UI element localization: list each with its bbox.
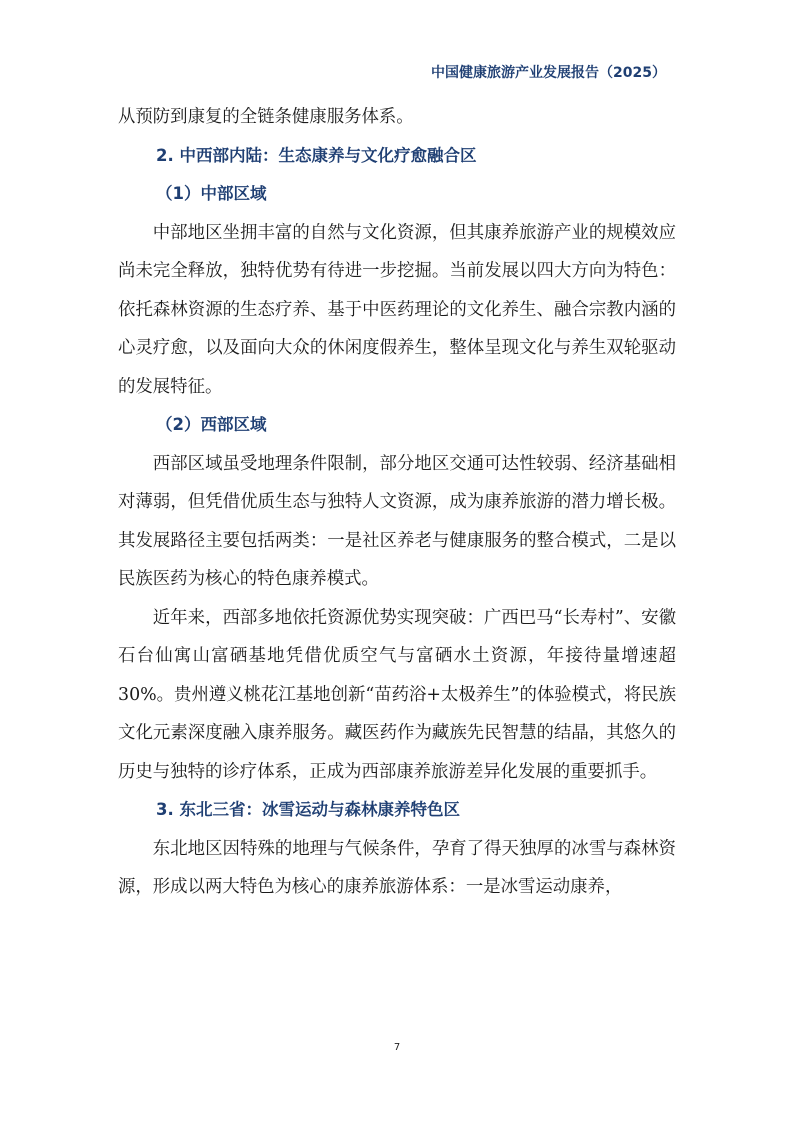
page-number: 7 [393, 1042, 401, 1053]
section-heading-northeast: 3. 东北三省：冰雪运动与森林康养特色区 [156, 800, 460, 819]
page-body [118, 98, 676, 907]
running-header: 中国健康旅游产业发展报告（2025） [431, 65, 666, 81]
paragraph-west-paths: 西部区域虽受地理条件限制，部分地区交通可达性较弱、经济基础相对薄弱，但凭借优质生态与独特人文资源，成为康养旅游的潜力增长极。其发展路径主要包括两类：一是社区养老与健康服务的整合模式，二是以民族医药为核心的特色康养模式。 [118, 453, 676, 589]
subsection-heading-west: （2）西部区域 [156, 415, 267, 434]
paragraph-central: 中部地区坐拥丰富的自然与文化资源，但其康养旅游产业的规模效应尚未完全释放，独特优势有待进一步挖掘。当前发展以四大方向为特色：依托森林资源的生态疗养、基于中医药理论的文化养生、融合宗教内涵的心灵疗愈，以及面向大众的休闲度假养生，整体呈现文化与养生双轮驱动的发展特征。 [118, 222, 676, 397]
section-heading-central-west: 2. 中西部内陆：生态康养与文化疗愈融合区 [156, 145, 477, 165]
paragraph-intro: 从预防到康复的全链条健康服务体系。 [118, 107, 414, 127]
subsection-heading-central: （1）中部区域 [156, 184, 267, 203]
paragraph-northeast: 东北地区因特殊的地理与气候条件，孕育了得天独厚的冰雪与森林资源，形成以两大特色为核心的康养旅游体系：一是冰雪运动康养， [118, 838, 676, 897]
paragraph-west-examples: 近年来，西部多地依托资源优势实现突破：广西巴马“长寿村”、安徽石台仙寓山富硒基地凭借优质空气与富硒水土资源，年接待量增速超 30%。贵州遵义桃花江基地创新“苗药浴+太极养生”的体验模式，将民族文化元素深度融入康养服务。藏医药作为藏族先民智慧的结晶，其悠久的历史与独特的诊疗体系，正成为西部康养旅游差异化发展的重要抓手。 [118, 607, 676, 782]
